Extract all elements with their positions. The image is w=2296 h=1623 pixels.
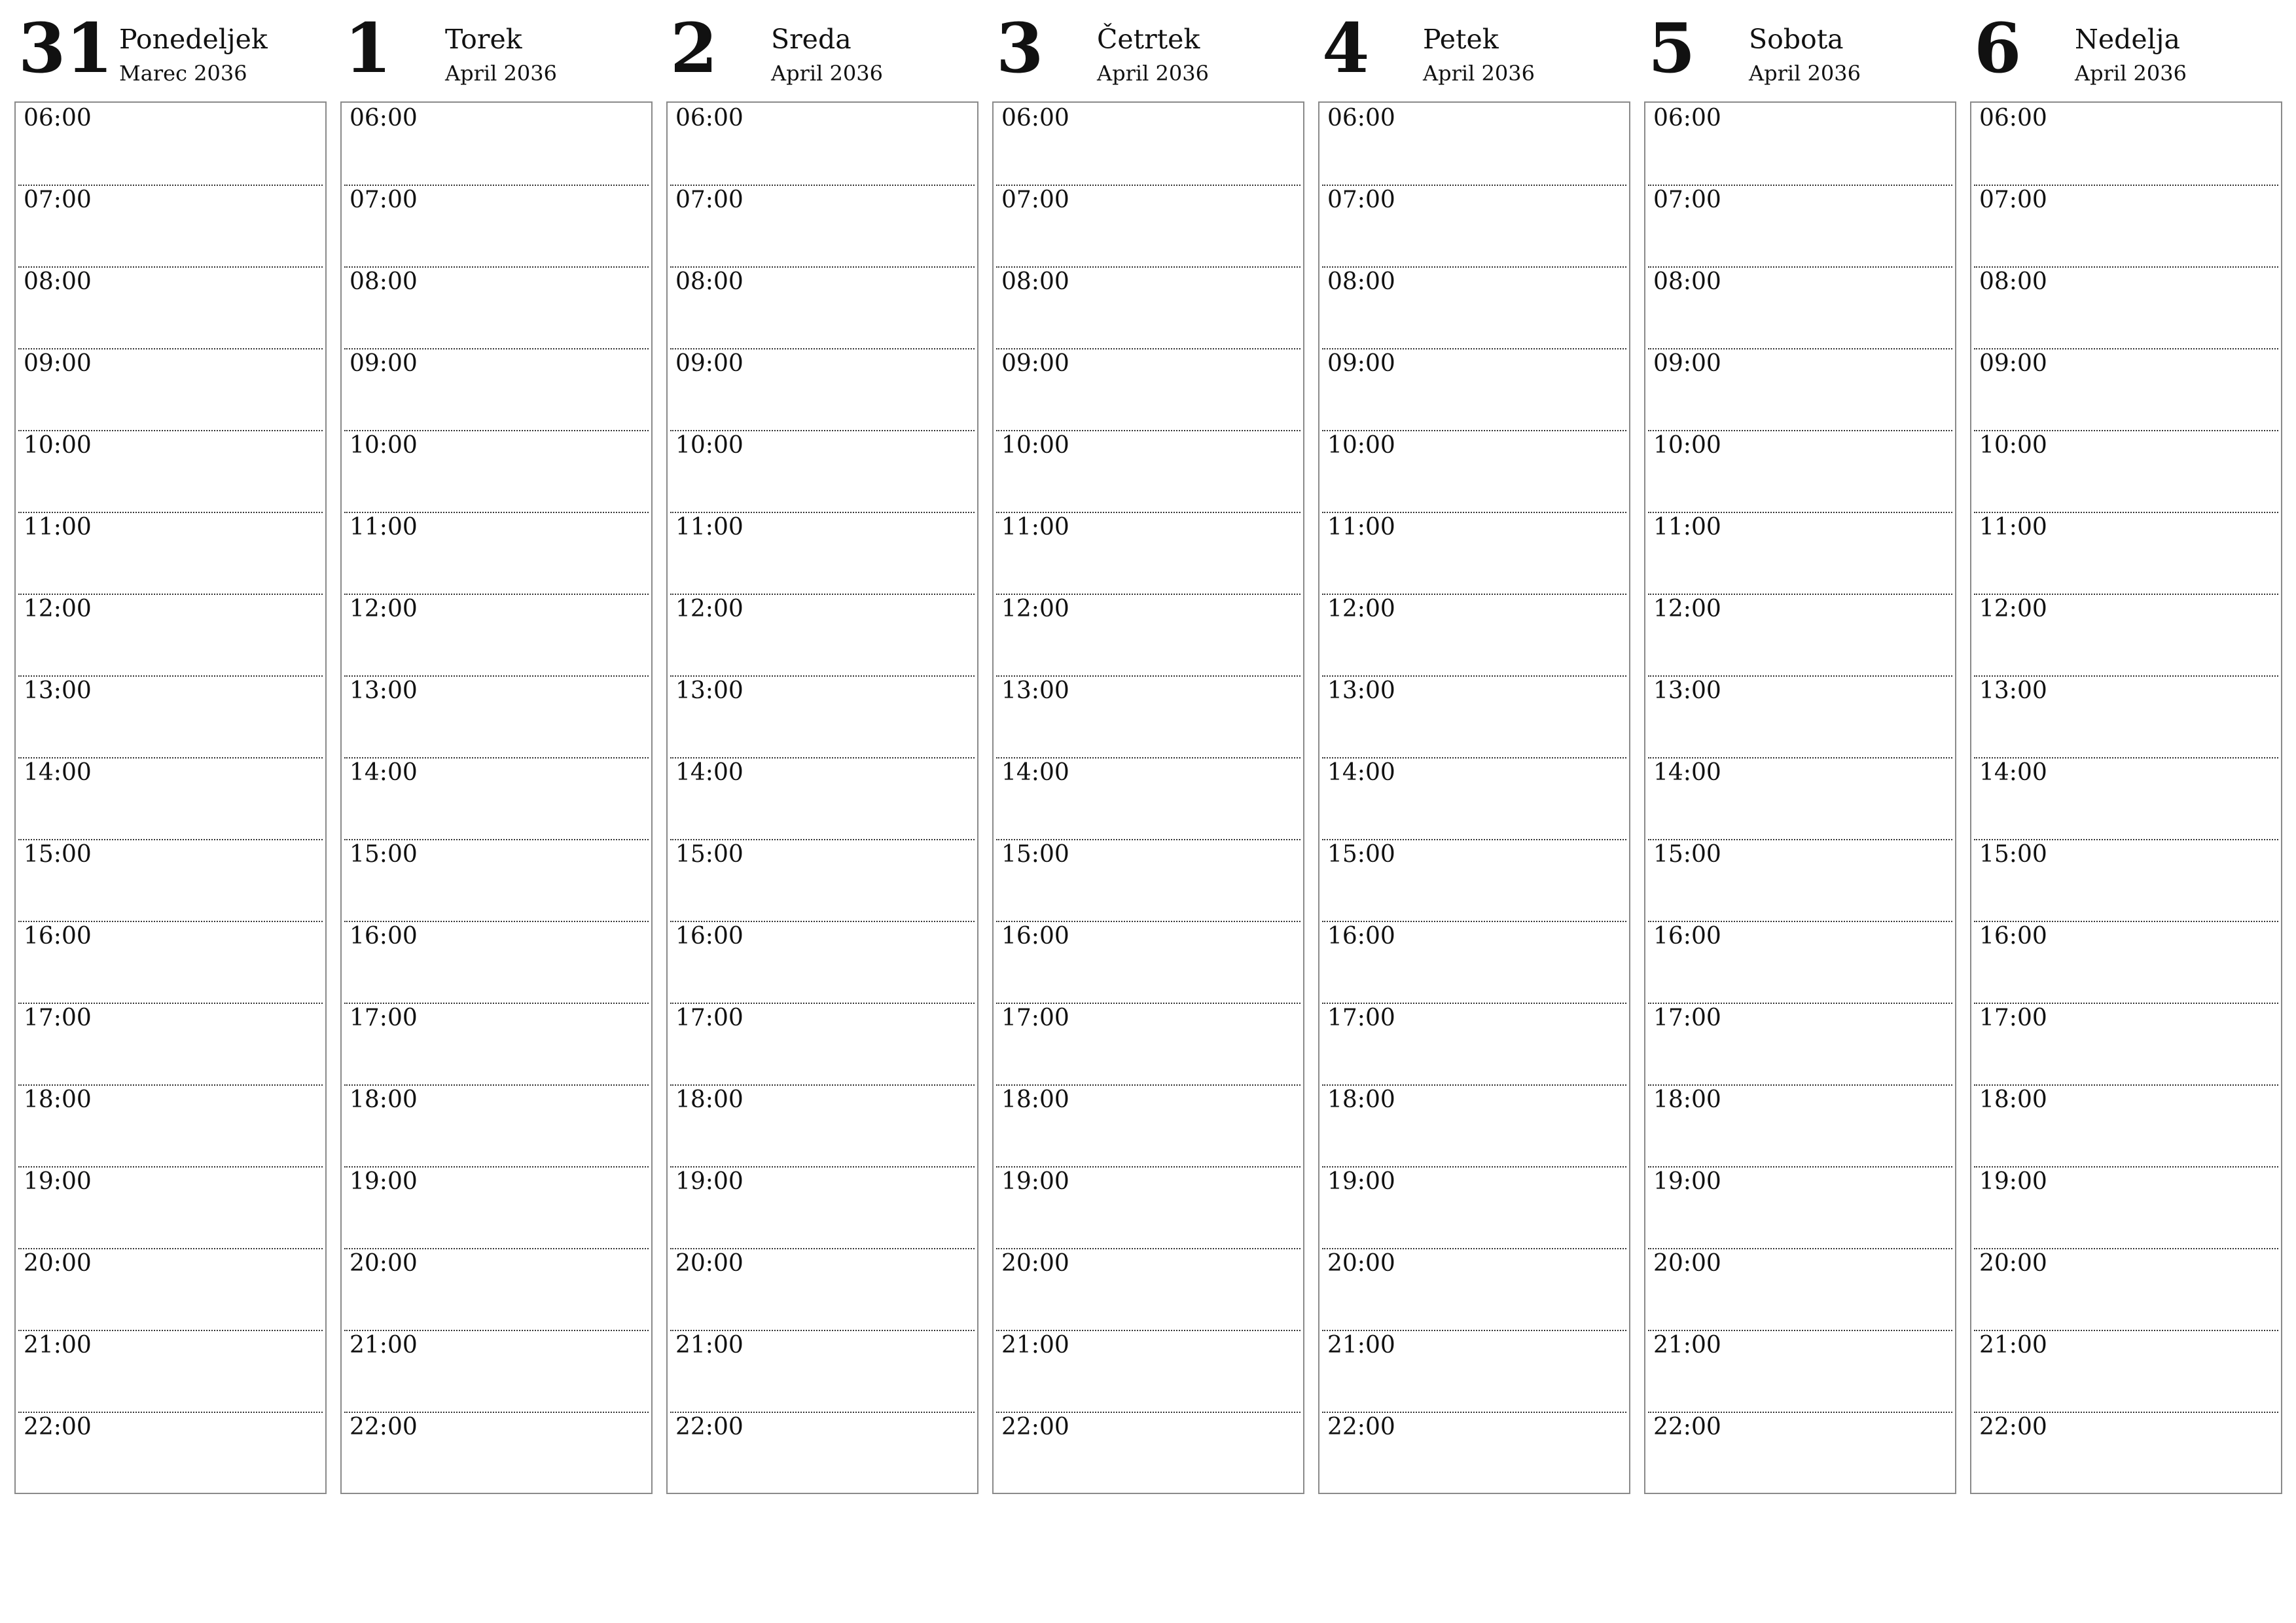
hour-slot[interactable] — [1648, 1248, 1952, 1331]
hour-label: 06:00 — [1979, 105, 2047, 132]
day-header — [14, 0, 327, 98]
hour-slot[interactable] — [1974, 675, 2278, 758]
hour-label: 08:00 — [1979, 268, 2047, 295]
hour-label: 12:00 — [1979, 596, 2047, 622]
day-number: 1 — [344, 8, 392, 88]
hour-slot[interactable] — [996, 675, 1300, 758]
hour-slot[interactable] — [996, 185, 1300, 268]
hour-slot[interactable] — [1974, 1166, 2278, 1249]
day-month: April 2036 — [2075, 61, 2187, 86]
hour-slot[interactable] — [1974, 1248, 2278, 1331]
hour-slot[interactable] — [1974, 839, 2278, 922]
day-name: Četrtek — [1097, 24, 1200, 55]
hour-slot[interactable] — [1322, 594, 1626, 677]
day-month: Marec 2036 — [119, 61, 247, 86]
hour-slot[interactable] — [996, 839, 1300, 922]
hour-slot[interactable] — [344, 1412, 649, 1493]
hour-label: 17:00 — [1979, 1005, 2047, 1031]
hour-slot[interactable] — [344, 1003, 649, 1086]
hour-label: 18:00 — [675, 1086, 744, 1113]
hour-slot[interactable] — [1648, 921, 1952, 1004]
hour-slot[interactable] — [1322, 1084, 1626, 1168]
hour-label: 09:00 — [350, 350, 418, 377]
hour-slot[interactable] — [18, 103, 323, 186]
hour-label: 10:00 — [1653, 432, 1721, 459]
hour-slot[interactable] — [344, 1084, 649, 1168]
hour-label: 13:00 — [1327, 677, 1395, 704]
hour-label: 22:00 — [350, 1414, 418, 1440]
hour-label: 08:00 — [350, 268, 418, 295]
hour-slot[interactable] — [344, 266, 649, 349]
day-schedule-box — [1318, 101, 1630, 1494]
hour-label: 17:00 — [1001, 1005, 1069, 1031]
hour-label: 18:00 — [1001, 1086, 1069, 1113]
hour-slot[interactable] — [344, 1166, 649, 1249]
hour-slot[interactable] — [1974, 1084, 2278, 1168]
hour-slot[interactable] — [1648, 430, 1952, 513]
hour-slot[interactable] — [996, 430, 1300, 513]
hour-slot[interactable] — [1648, 1003, 1952, 1086]
hour-label: 06:00 — [24, 105, 92, 132]
hour-slot[interactable] — [344, 512, 649, 595]
hour-label: 07:00 — [1979, 187, 2047, 213]
hour-label: 14:00 — [1001, 759, 1069, 786]
hour-slot[interactable] — [1322, 757, 1626, 840]
hour-slot[interactable] — [18, 1084, 323, 1168]
hour-label: 14:00 — [24, 759, 92, 786]
hour-slot[interactable] — [18, 1166, 323, 1249]
hour-slot[interactable] — [1648, 594, 1952, 677]
hour-label: 15:00 — [1001, 841, 1069, 868]
hour-label: 22:00 — [24, 1414, 92, 1440]
hour-slot[interactable] — [344, 348, 649, 431]
hour-label: 22:00 — [1979, 1414, 2047, 1440]
hour-slot[interactable] — [1322, 839, 1626, 922]
day-header — [992, 0, 1304, 98]
hour-slot[interactable] — [1974, 185, 2278, 268]
hour-slot[interactable] — [18, 512, 323, 595]
hour-label: 19:00 — [1327, 1168, 1395, 1195]
hour-slot[interactable] — [18, 266, 323, 349]
hour-label: 10:00 — [24, 432, 92, 459]
hour-slot[interactable] — [670, 675, 975, 758]
hour-label: 17:00 — [1327, 1005, 1395, 1031]
day-schedule-box — [1970, 101, 2282, 1494]
hour-slot[interactable] — [18, 1412, 323, 1493]
hour-label: 15:00 — [350, 841, 418, 868]
hour-label: 21:00 — [1327, 1332, 1395, 1359]
hour-slot[interactable] — [670, 266, 975, 349]
hour-label: 22:00 — [1653, 1414, 1721, 1440]
hour-label: 19:00 — [24, 1168, 92, 1195]
hour-label: 15:00 — [675, 841, 744, 868]
hour-label: 20:00 — [1327, 1250, 1395, 1277]
day-schedule-box — [340, 101, 653, 1494]
hour-slot[interactable] — [996, 266, 1300, 349]
day-month: April 2036 — [1097, 61, 1209, 86]
day-schedule-box — [666, 101, 978, 1494]
day-header — [1318, 0, 1630, 98]
hour-label: 11:00 — [1327, 514, 1395, 541]
hour-label: 21:00 — [1979, 1332, 2047, 1359]
day-number: 31 — [18, 8, 113, 88]
hour-slot[interactable] — [1322, 430, 1626, 513]
hour-slot[interactable] — [344, 594, 649, 677]
day-header — [1970, 0, 2282, 98]
day-number: 5 — [1648, 8, 1696, 88]
hour-slot[interactable] — [996, 757, 1300, 840]
hour-label: 22:00 — [1001, 1414, 1069, 1440]
hour-slot[interactable] — [1322, 348, 1626, 431]
hour-slot[interactable] — [996, 1084, 1300, 1168]
hour-slot[interactable] — [670, 348, 975, 431]
hour-label: 21:00 — [675, 1332, 744, 1359]
hour-slot[interactable] — [1648, 1084, 1952, 1168]
hour-slot[interactable] — [996, 1248, 1300, 1331]
hour-slot[interactable] — [1648, 512, 1952, 595]
hour-label: 07:00 — [1327, 187, 1395, 213]
day-name: Nedelja — [2075, 24, 2180, 55]
hour-slot[interactable] — [1322, 103, 1626, 186]
hour-label: 16:00 — [350, 923, 418, 950]
day-name: Ponedeljek — [119, 24, 268, 55]
hour-label: 22:00 — [1327, 1414, 1395, 1440]
day-header — [1644, 0, 1956, 98]
hour-label: 07:00 — [350, 187, 418, 213]
hour-label: 11:00 — [1979, 514, 2047, 541]
day-month: April 2036 — [1749, 61, 1861, 86]
hour-label: 07:00 — [1653, 187, 1721, 213]
day-number: 2 — [670, 8, 718, 88]
hour-slot[interactable] — [1322, 266, 1626, 349]
hour-label: 20:00 — [24, 1250, 92, 1277]
hour-label: 13:00 — [350, 677, 418, 704]
hour-label: 19:00 — [350, 1168, 418, 1195]
hour-label: 07:00 — [675, 187, 744, 213]
hour-label: 16:00 — [24, 923, 92, 950]
hour-slot[interactable] — [1648, 675, 1952, 758]
day-number: 3 — [996, 8, 1044, 88]
day-name: Sobota — [1749, 24, 1844, 55]
hour-label: 13:00 — [1653, 677, 1721, 704]
hour-label: 19:00 — [1653, 1168, 1721, 1195]
hour-slot[interactable] — [996, 1330, 1300, 1413]
hour-label: 18:00 — [350, 1086, 418, 1113]
hour-slot[interactable] — [1648, 348, 1952, 431]
hour-slot[interactable] — [1974, 594, 2278, 677]
hour-label: 16:00 — [675, 923, 744, 950]
hour-label: 16:00 — [1653, 923, 1721, 950]
hour-slot[interactable] — [996, 103, 1300, 186]
hour-slot[interactable] — [18, 839, 323, 922]
hour-label: 10:00 — [1001, 432, 1069, 459]
day-schedule-box — [14, 101, 327, 1494]
day-name: Sreda — [771, 24, 852, 55]
hour-label: 21:00 — [24, 1332, 92, 1359]
day-schedule-box — [1644, 101, 1956, 1494]
hour-label: 16:00 — [1001, 923, 1069, 950]
hour-label: 12:00 — [1001, 596, 1069, 622]
hour-label: 17:00 — [1653, 1005, 1721, 1031]
hour-slot[interactable] — [996, 1003, 1300, 1086]
day-month: April 2036 — [445, 61, 557, 86]
hour-slot[interactable] — [1974, 757, 2278, 840]
day-name: Petek — [1423, 24, 1499, 55]
hour-label: 19:00 — [1001, 1168, 1069, 1195]
hour-label: 17:00 — [24, 1005, 92, 1031]
hour-label: 06:00 — [1327, 105, 1395, 132]
hour-label: 20:00 — [350, 1250, 418, 1277]
hour-label: 07:00 — [1001, 187, 1069, 213]
hour-label: 22:00 — [675, 1414, 744, 1440]
hour-label: 14:00 — [1979, 759, 2047, 786]
day-number: 4 — [1322, 8, 1370, 88]
hour-label: 11:00 — [24, 514, 92, 541]
hour-slot[interactable] — [344, 185, 649, 268]
hour-slot[interactable] — [18, 1003, 323, 1086]
hour-label: 09:00 — [24, 350, 92, 377]
hour-label: 11:00 — [1653, 514, 1721, 541]
hour-label: 10:00 — [675, 432, 744, 459]
hour-label: 10:00 — [1327, 432, 1395, 459]
hour-slot[interactable] — [18, 430, 323, 513]
hour-label: 15:00 — [24, 841, 92, 868]
hour-label: 17:00 — [350, 1005, 418, 1031]
hour-label: 18:00 — [1979, 1086, 2047, 1113]
hour-label: 21:00 — [1653, 1332, 1721, 1359]
hour-label: 17:00 — [675, 1005, 744, 1031]
hour-slot[interactable] — [18, 757, 323, 840]
hour-label: 12:00 — [24, 596, 92, 622]
hour-slot[interactable] — [670, 103, 975, 186]
hour-label: 20:00 — [1979, 1250, 2047, 1277]
hour-label: 14:00 — [1327, 759, 1395, 786]
hour-label: 14:00 — [675, 759, 744, 786]
hour-slot[interactable] — [1974, 921, 2278, 1004]
hour-label: 20:00 — [1001, 1250, 1069, 1277]
hour-label: 19:00 — [1979, 1168, 2047, 1195]
hour-slot[interactable] — [670, 430, 975, 513]
hour-slot[interactable] — [1322, 1330, 1626, 1413]
hour-slot[interactable] — [1322, 1412, 1626, 1493]
weekly-planner — [14, 0, 2282, 1505]
hour-slot[interactable] — [18, 185, 323, 268]
hour-label: 20:00 — [1653, 1250, 1721, 1277]
hour-slot[interactable] — [996, 1412, 1300, 1493]
day-month: April 2036 — [771, 61, 883, 86]
hour-slot[interactable] — [1648, 839, 1952, 922]
hour-label: 07:00 — [24, 187, 92, 213]
hour-slot[interactable] — [344, 103, 649, 186]
hour-slot[interactable] — [670, 1412, 975, 1493]
hour-slot[interactable] — [670, 921, 975, 1004]
hour-label: 13:00 — [675, 677, 744, 704]
hour-slot[interactable] — [670, 1166, 975, 1249]
hour-slot[interactable] — [996, 348, 1300, 431]
hour-label: 10:00 — [350, 432, 418, 459]
hour-label: 08:00 — [1327, 268, 1395, 295]
hour-label: 11:00 — [350, 514, 418, 541]
hour-slot[interactable] — [1974, 348, 2278, 431]
hour-slot[interactable] — [670, 757, 975, 840]
hour-slot[interactable] — [1322, 1003, 1626, 1086]
hour-label: 08:00 — [24, 268, 92, 295]
hour-slot[interactable] — [344, 921, 649, 1004]
hour-label: 13:00 — [1979, 677, 2047, 704]
hour-slot[interactable] — [1322, 921, 1626, 1004]
hour-slot[interactable] — [18, 594, 323, 677]
hour-label: 09:00 — [1001, 350, 1069, 377]
hour-slot[interactable] — [1648, 103, 1952, 186]
hour-slot[interactable] — [996, 1166, 1300, 1249]
hour-label: 12:00 — [1327, 596, 1395, 622]
hour-slot[interactable] — [18, 1248, 323, 1331]
day-schedule-box — [992, 101, 1304, 1494]
hour-slot[interactable] — [344, 430, 649, 513]
hour-slot[interactable] — [18, 348, 323, 431]
hour-label: 12:00 — [1653, 596, 1721, 622]
hour-label: 12:00 — [350, 596, 418, 622]
hour-label: 13:00 — [1001, 677, 1069, 704]
day-name: Torek — [445, 24, 522, 55]
hour-label: 14:00 — [1653, 759, 1721, 786]
hour-slot[interactable] — [670, 839, 975, 922]
hour-label: 15:00 — [1653, 841, 1721, 868]
hour-label: 15:00 — [1327, 841, 1395, 868]
day-month: April 2036 — [1423, 61, 1535, 86]
hour-slot[interactable] — [996, 512, 1300, 595]
hour-label: 06:00 — [675, 105, 744, 132]
hour-label: 10:00 — [1979, 432, 2047, 459]
hour-slot[interactable] — [1974, 512, 2278, 595]
hour-slot[interactable] — [670, 594, 975, 677]
hour-label: 06:00 — [1653, 105, 1721, 132]
hour-slot[interactable] — [1322, 675, 1626, 758]
hour-label: 08:00 — [1001, 268, 1069, 295]
hour-slot[interactable] — [670, 1330, 975, 1413]
hour-slot[interactable] — [670, 1003, 975, 1086]
hour-slot[interactable] — [1322, 185, 1626, 268]
hour-slot[interactable] — [344, 675, 649, 758]
hour-label: 11:00 — [675, 514, 744, 541]
hour-label: 13:00 — [24, 677, 92, 704]
hour-slot[interactable] — [344, 757, 649, 840]
hour-label: 11:00 — [1001, 514, 1069, 541]
hour-slot[interactable] — [18, 1330, 323, 1413]
hour-slot[interactable] — [1648, 1330, 1952, 1413]
day-number: 6 — [1974, 8, 2022, 88]
hour-label: 20:00 — [675, 1250, 744, 1277]
hour-slot[interactable] — [996, 921, 1300, 1004]
hour-label: 08:00 — [675, 268, 744, 295]
hour-slot[interactable] — [18, 675, 323, 758]
hour-slot[interactable] — [1974, 430, 2278, 513]
hour-slot[interactable] — [1322, 512, 1626, 595]
hour-slot[interactable] — [1974, 103, 2278, 186]
hour-slot[interactable] — [1648, 757, 1952, 840]
hour-label: 06:00 — [350, 105, 418, 132]
hour-slot[interactable] — [344, 1330, 649, 1413]
hour-slot[interactable] — [1648, 1166, 1952, 1249]
hour-slot[interactable] — [1648, 1412, 1952, 1493]
hour-slot[interactable] — [670, 512, 975, 595]
hour-slot[interactable] — [1322, 1166, 1626, 1249]
hour-label: 09:00 — [1979, 350, 2047, 377]
hour-slot[interactable] — [670, 185, 975, 268]
hour-label: 18:00 — [24, 1086, 92, 1113]
hour-label: 15:00 — [1979, 841, 2047, 868]
day-header — [340, 0, 653, 98]
hour-label: 09:00 — [1653, 350, 1721, 377]
hour-label: 16:00 — [1327, 923, 1395, 950]
hour-slot[interactable] — [1648, 185, 1952, 268]
hour-label: 21:00 — [1001, 1332, 1069, 1359]
hour-slot[interactable] — [18, 921, 323, 1004]
hour-slot[interactable] — [670, 1248, 975, 1331]
hour-label: 06:00 — [1001, 105, 1069, 132]
hour-slot[interactable] — [1322, 1248, 1626, 1331]
hour-slot[interactable] — [670, 1084, 975, 1168]
hour-label: 16:00 — [1979, 923, 2047, 950]
hour-label: 09:00 — [1327, 350, 1395, 377]
day-header — [666, 0, 978, 98]
hour-label: 12:00 — [675, 596, 744, 622]
hour-slot[interactable] — [1974, 1330, 2278, 1413]
hour-slot[interactable] — [1974, 1003, 2278, 1086]
hour-label: 08:00 — [1653, 268, 1721, 295]
hour-label: 14:00 — [350, 759, 418, 786]
hour-slot[interactable] — [1648, 266, 1952, 349]
hour-slot[interactable] — [1974, 266, 2278, 349]
hour-label: 21:00 — [350, 1332, 418, 1359]
hour-label: 18:00 — [1653, 1086, 1721, 1113]
hour-slot[interactable] — [344, 1248, 649, 1331]
hour-label: 09:00 — [675, 350, 744, 377]
hour-label: 19:00 — [675, 1168, 744, 1195]
hour-label: 18:00 — [1327, 1086, 1395, 1113]
hour-slot[interactable] — [344, 839, 649, 922]
hour-slot[interactable] — [996, 594, 1300, 677]
hour-slot[interactable] — [1974, 1412, 2278, 1493]
